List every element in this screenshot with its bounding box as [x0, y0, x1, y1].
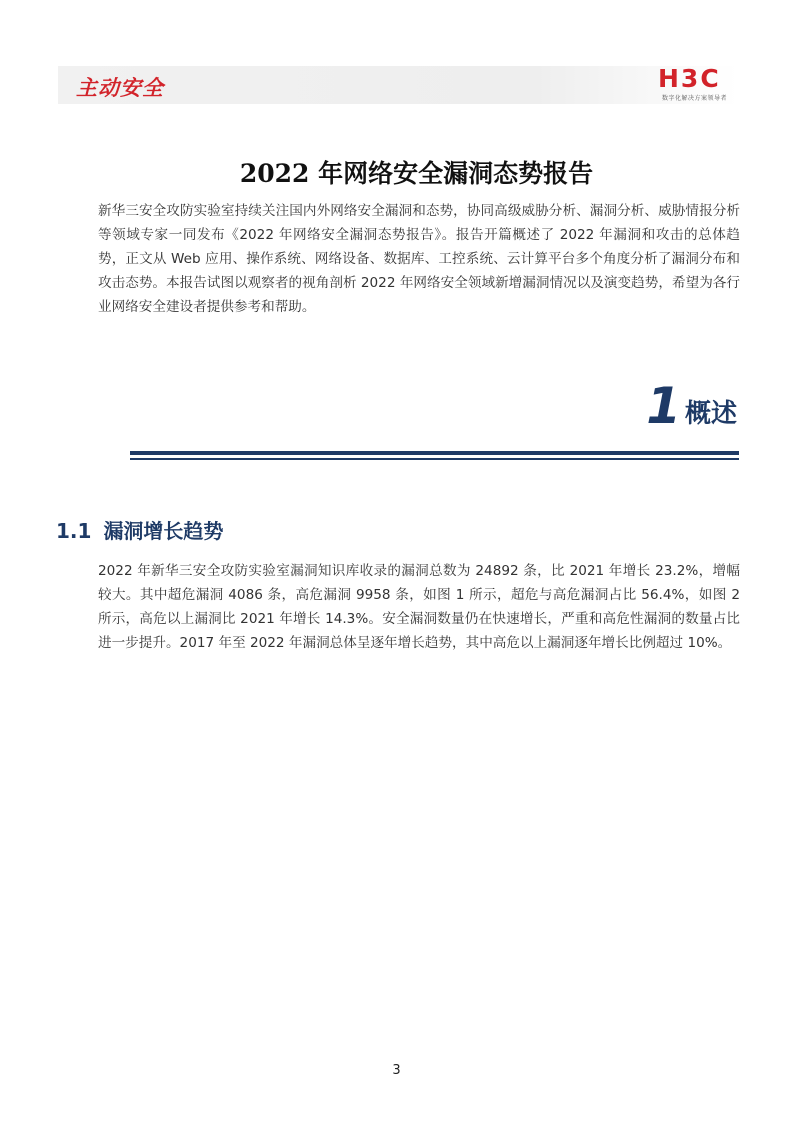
logo-tagline: 数字化解决方案领导者 [662, 95, 728, 102]
section-heading [56, 515, 223, 544]
chapter-title: 概述 [684, 399, 737, 429]
logo-mark: H3C [658, 64, 721, 93]
intro-paragraph: 新华三安全攻防实验室持续关注国内外网络安全漏洞和态势，协同高级威胁分析、漏洞分析、威胁情报分析等领域专家一同发布《2022 年网络安全漏洞态势报告》。报告开篇概述了 2022 年漏洞和攻击的总体趋势，正文从 Web 应用、操作系统、网络设备、数据库、工控系统、云计算平台多个角度分析了漏洞分布和攻击态势。本报告试图以观察者的视角剖析 2022 年网络安全领域新增漏洞情况以及演变趋势，希望为各行业网络安全建设者提供参考和帮助。 [98, 203, 740, 315]
section-body-paragraph: 2022 年新华三安全攻防实验室漏洞知识库收录的漏洞总数为 24892 条，比 2021 年增长 23.2%，增幅较大。其中超危漏洞 4086 条，高危漏洞 9958 条，如图 1 所示，超危与高危漏洞占比 56.4%，如图 2 所示，高危以上漏洞比 2021 年增长 14.3%。安全漏洞数量仍在快速增长，严重和高危性漏洞的数量占比进一步提升。2017 年至 2022 年漏洞总体呈逐年增长趋势，其中高危以上漏洞逐年增长比例超过 10%。 [98, 563, 740, 651]
section-title: 漏洞增长趋势 [103, 519, 224, 543]
h3c-logo [658, 66, 740, 106]
chapter-heading [646, 376, 737, 436]
report-title: 2022 年网络安全漏洞态势报告 [239, 159, 594, 188]
chapter-number: 1 [646, 377, 681, 435]
chapter-divider-thick [130, 451, 739, 455]
page-number: 3 [392, 1063, 401, 1078]
chapter-divider-thin [130, 458, 739, 460]
brand-slogan: 主动安全 [76, 76, 164, 100]
section-number: 1.1 [56, 519, 92, 543]
